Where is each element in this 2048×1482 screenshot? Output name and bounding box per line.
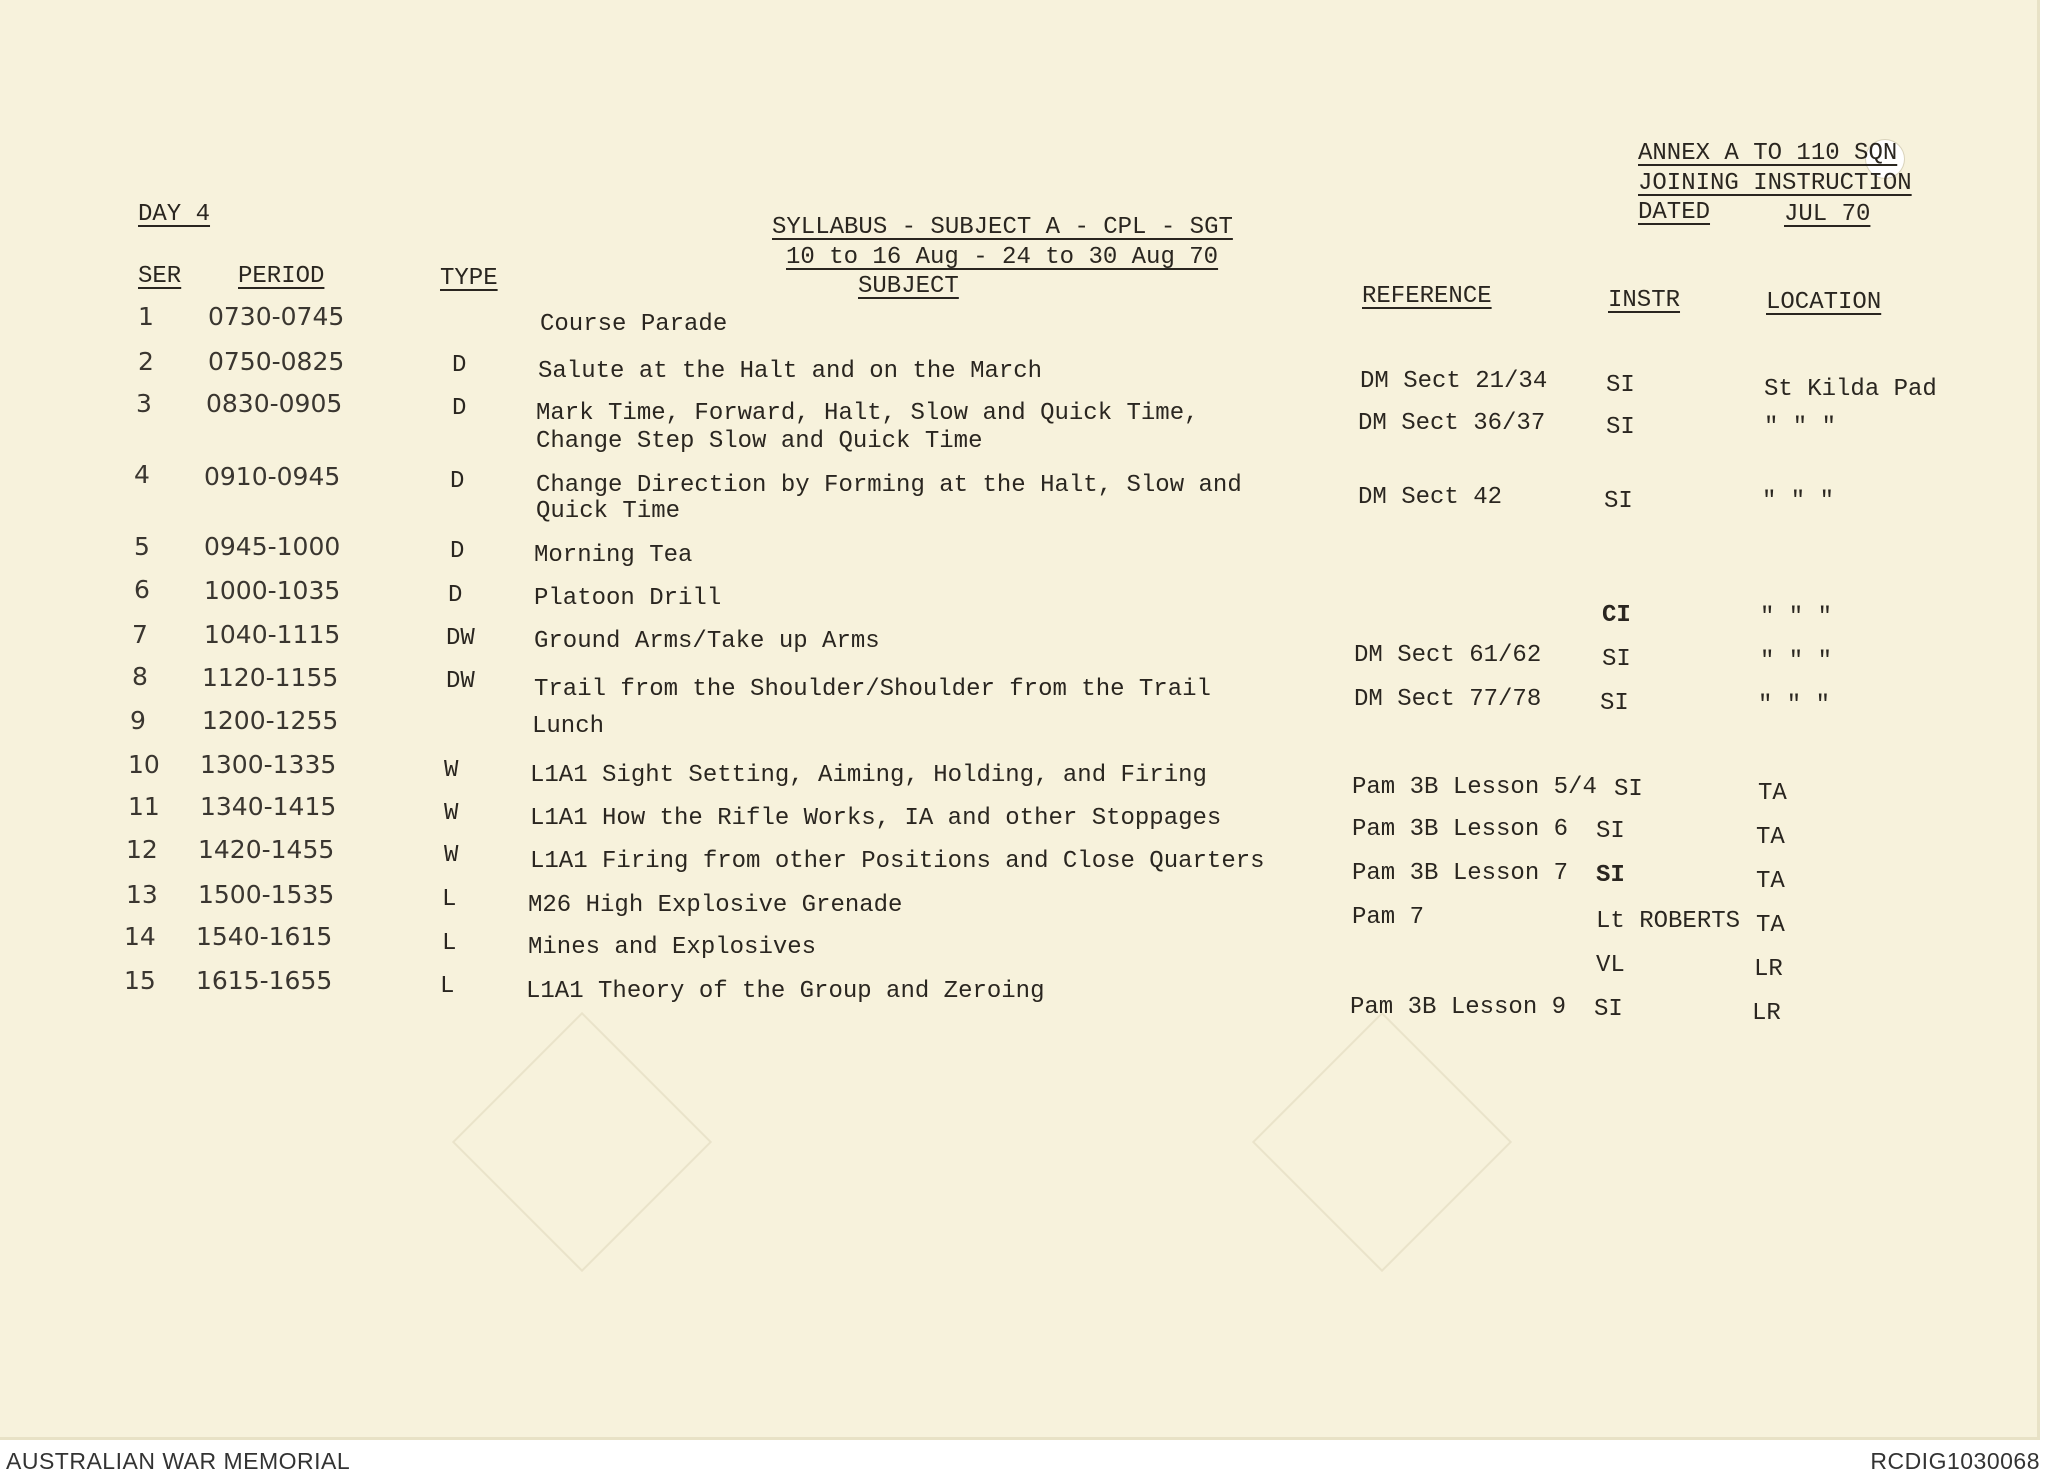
row-period: 1540-1615 xyxy=(196,922,333,951)
annex-dated-label: DATED xyxy=(1638,199,1711,226)
row-subject: Salute at the Halt and on the March xyxy=(538,358,1043,385)
instr-cell: SI xyxy=(1600,690,1629,717)
row-type: D xyxy=(452,395,467,422)
row-subject: Ground Arms/Take up Arms xyxy=(534,628,880,655)
watermark xyxy=(452,1012,712,1272)
reference-cell: DM Sect 61/62 xyxy=(1354,642,1542,669)
row-subject-continued: Change Step Slow and Quick Time xyxy=(536,428,983,455)
location-cell: " " " xyxy=(1760,648,1833,675)
reference-cell: Pam 3B Lesson 7 xyxy=(1352,860,1569,887)
row-type: D xyxy=(450,468,465,495)
location-cell: LR xyxy=(1754,956,1783,983)
location-cell: " " " xyxy=(1764,414,1837,441)
row-subject: M26 High Explosive Grenade xyxy=(528,892,903,919)
row-period: 1200-1255 xyxy=(202,706,339,735)
row-ser: 11 xyxy=(128,792,160,821)
instr-cell: SI xyxy=(1594,996,1623,1023)
location-cell: LR xyxy=(1752,1000,1781,1027)
row-ser: 8 xyxy=(132,662,148,691)
row-subject: Mark Time, Forward, Halt, Slow and Quick Time, xyxy=(536,400,1199,427)
row-type: D xyxy=(450,538,465,565)
row-type: DW xyxy=(446,668,475,695)
reference-cell: DM Sect 77/78 xyxy=(1354,686,1542,713)
header-type: TYPE xyxy=(440,265,498,292)
row-period: 1120-1155 xyxy=(202,663,339,692)
header-instr: INSTR xyxy=(1608,287,1681,314)
reference-cell: DM Sect 42 xyxy=(1358,484,1503,511)
location-cell: St Kilda Pad xyxy=(1764,376,1937,403)
row-ser: 2 xyxy=(138,347,154,376)
location-cell: " " " xyxy=(1762,488,1835,515)
instr-cell: SI xyxy=(1604,488,1633,515)
row-period: 1000-1035 xyxy=(204,576,341,605)
row-ser: 13 xyxy=(126,880,158,909)
annex-dated-value: JUL 70 xyxy=(1784,201,1871,228)
location-cell: TA xyxy=(1758,780,1787,807)
header-ser: SER xyxy=(138,263,182,290)
instr-cell: SI xyxy=(1596,862,1625,889)
row-period: 1040-1115 xyxy=(204,620,341,649)
footer-id: RCDIG1030068 xyxy=(1870,1448,2040,1474)
syllabus-dates: 10 to 16 Aug - 24 to 30 Aug 70 xyxy=(786,244,1219,271)
row-type: L xyxy=(440,973,455,1000)
row-ser: 9 xyxy=(130,706,146,735)
annex-line-1: ANNEX A TO 110 SQN xyxy=(1638,140,1898,167)
header-subject: SUBJECT xyxy=(858,273,959,300)
row-type: DW xyxy=(446,625,475,652)
instr-cell: CI xyxy=(1602,602,1631,629)
row-period: 0750-0825 xyxy=(208,347,345,376)
row-ser: 6 xyxy=(134,575,150,604)
row-period: 0910-0945 xyxy=(204,462,341,491)
reference-cell: DM Sect 21/34 xyxy=(1360,368,1548,395)
instr-cell: SI xyxy=(1596,818,1625,845)
instr-cell: SI xyxy=(1606,372,1635,399)
row-subject: Morning Tea xyxy=(534,542,693,569)
row-type: D xyxy=(448,582,463,609)
instr-cell: VL xyxy=(1596,952,1625,979)
row-subject: Platoon Drill xyxy=(534,585,722,612)
row-ser: 10 xyxy=(128,750,160,779)
row-subject: Mines and Explosives xyxy=(528,934,817,961)
row-period: 0945-1000 xyxy=(204,532,341,561)
location-cell: TA xyxy=(1756,824,1785,851)
footer-source: AUSTRALIAN WAR MEMORIAL xyxy=(6,1448,351,1474)
syllabus-title: SYLLABUS - SUBJECT A - CPL - SGT xyxy=(772,214,1233,241)
header-period: PERIOD xyxy=(238,263,325,290)
row-ser: 1 xyxy=(138,302,154,331)
row-ser: 4 xyxy=(134,460,150,489)
row-ser: 12 xyxy=(126,835,158,864)
row-period: 1615-1655 xyxy=(196,966,333,995)
row-type: W xyxy=(444,757,459,784)
row-period: 0830-0905 xyxy=(206,389,343,418)
row-ser: 7 xyxy=(132,620,148,649)
row-subject: L1A1 Sight Setting, Aiming, Holding, and Firing xyxy=(530,762,1207,789)
instr-cell: SI xyxy=(1606,414,1635,441)
row-ser: 14 xyxy=(124,922,156,951)
row-subject: Course Parade xyxy=(540,311,728,338)
day-label: DAY 4 xyxy=(138,201,211,228)
row-period: 1420-1455 xyxy=(198,835,335,864)
row-type: L xyxy=(442,930,457,957)
annex-line-2: JOINING INSTRUCTION xyxy=(1638,170,1912,197)
reference-cell: Pam 3B Lesson 9 xyxy=(1350,994,1567,1021)
location-cell: " " " xyxy=(1760,604,1833,631)
row-period: 1340-1415 xyxy=(200,792,337,821)
reference-cell: Pam 3B Lesson 6 xyxy=(1352,816,1569,843)
location-cell: TA xyxy=(1756,912,1785,939)
watermark xyxy=(1252,1012,1512,1272)
row-period: 1500-1535 xyxy=(198,880,335,909)
reference-cell: DM Sect 36/37 xyxy=(1358,410,1546,437)
header-location: LOCATION xyxy=(1766,289,1882,316)
instr-cell: SI xyxy=(1614,776,1643,803)
row-period: 1300-1335 xyxy=(200,750,337,779)
row-ser: 15 xyxy=(124,966,156,995)
row-subject: Lunch xyxy=(532,713,605,740)
row-type: L xyxy=(442,886,457,913)
row-subject-continued: Quick Time xyxy=(536,498,681,525)
instr-cell: Lt ROBERTS xyxy=(1596,908,1741,935)
row-type: D xyxy=(452,352,467,379)
row-ser: 3 xyxy=(136,389,152,418)
header-reference: REFERENCE xyxy=(1362,283,1492,310)
row-subject: Trail from the Shoulder/Shoulder from the Trail xyxy=(534,676,1211,703)
reference-cell: Pam 3B Lesson 5/4 xyxy=(1352,774,1597,801)
row-subject: L1A1 How the Rifle Works, IA and other Stoppages xyxy=(530,805,1222,832)
instr-cell: SI xyxy=(1602,646,1631,673)
reference-cell: Pam 7 xyxy=(1352,904,1425,931)
row-subject: L1A1 Firing from other Positions and Close Quarters xyxy=(530,848,1265,875)
row-subject: L1A1 Theory of the Group and Zeroing xyxy=(526,978,1045,1005)
row-period: 0730-0745 xyxy=(208,302,345,331)
location-cell: " " " xyxy=(1758,692,1831,719)
location-cell: TA xyxy=(1756,868,1785,895)
row-subject: Change Direction by Forming at the Halt, Slow and xyxy=(536,472,1242,499)
row-type: W xyxy=(444,800,459,827)
row-type: W xyxy=(444,842,459,869)
row-ser: 5 xyxy=(134,532,150,561)
